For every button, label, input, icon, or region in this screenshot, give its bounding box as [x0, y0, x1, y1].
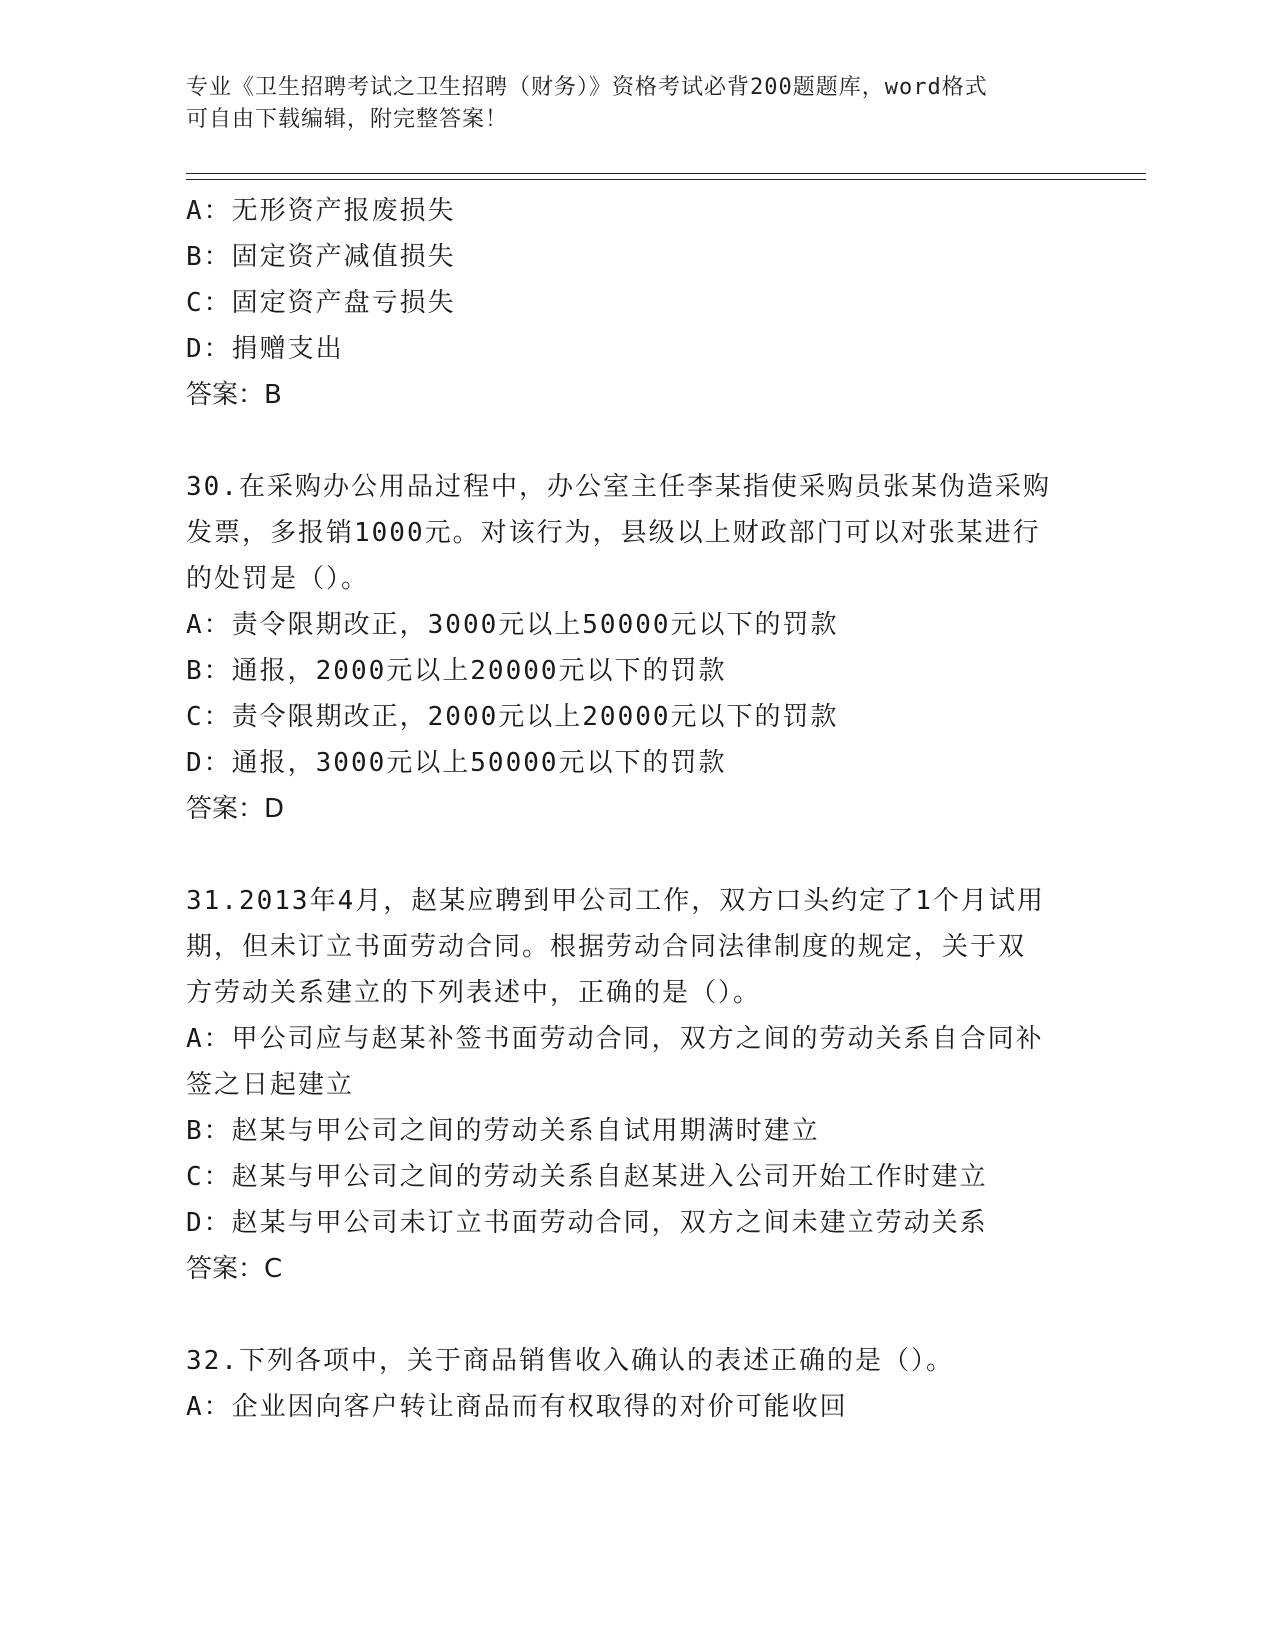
answer-line: 答案：D	[186, 794, 285, 824]
question-list	[186, 188, 1086, 1430]
option-a: A：甲公司应与赵某补签书面劳动合同，双方之间的劳动关系自合同补	[186, 1024, 1044, 1054]
header-title-line-2: 可自由下载编辑，附完整答案！	[186, 107, 509, 132]
option-b: B：固定资产减值损失	[186, 242, 456, 272]
option-a: A：无形资产报废损失	[186, 196, 456, 226]
option-b: B：赵某与甲公司之间的劳动关系自试用期满时建立	[186, 1116, 820, 1146]
option-d: D：通报，3000元以上50000元以下的罚款	[186, 748, 727, 778]
question-31	[186, 878, 1086, 1292]
question-stem-line: 31.2013年4月，赵某应聘到甲公司工作，双方口头约定了1个月试用	[186, 886, 1045, 916]
answer-line: 答案：B	[186, 380, 282, 410]
question-stem-line: 的处罚是（）。	[186, 564, 370, 594]
spacer	[186, 1292, 1086, 1338]
question-stem-line: 32.下列各项中，关于商品销售收入确认的表述正确的是（）。	[186, 1346, 954, 1376]
option-d: D：捐赠支出	[186, 334, 344, 364]
option-c: C：责令限期改正，2000元以上20000元以下的罚款	[186, 702, 839, 732]
option-c: C：赵某与甲公司之间的劳动关系自赵某进入公司开始工作时建立	[186, 1162, 988, 1192]
spacer	[186, 418, 1086, 464]
option-b: B：通报，2000元以上20000元以下的罚款	[186, 656, 727, 686]
question-stem-line: 30.在采购办公用品过程中，办公室主任李某指使采购员张某伪造采购	[186, 472, 1051, 502]
option-a: A：责令限期改正，3000元以上50000元以下的罚款	[186, 610, 839, 640]
option-c: C：固定资产盘亏损失	[186, 288, 456, 318]
answer-line: 答案：C	[186, 1254, 283, 1284]
option-a: A：企业因向客户转让商品而有权取得的对价可能收回	[186, 1392, 848, 1422]
header-divider-bottom	[186, 179, 1146, 180]
option-d: D：赵某与甲公司未订立书面劳动合同，双方之间未建立劳动关系	[186, 1208, 988, 1238]
option-a-continued: 签之日起建立	[186, 1070, 355, 1100]
header-divider-top	[186, 173, 1146, 174]
question-30	[186, 464, 1086, 832]
page-header	[186, 72, 1086, 136]
question-stem-line: 方劳动关系建立的下列表述中，正确的是（）。	[186, 978, 762, 1008]
question-29	[186, 188, 1086, 418]
question-stem-line: 期，但未订立书面劳动合同。根据劳动合同法律制度的规定，关于双	[186, 932, 1027, 962]
header-title-line-1: 专业《卫生招聘考试之卫生招聘（财务）》资格考试必背200题题库，word格式	[186, 75, 988, 100]
spacer	[186, 832, 1086, 878]
question-stem-line: 发票，多报销1000元。对该行为，县级以上财政部门可以对张某进行	[186, 518, 1041, 548]
question-32	[186, 1338, 1086, 1430]
